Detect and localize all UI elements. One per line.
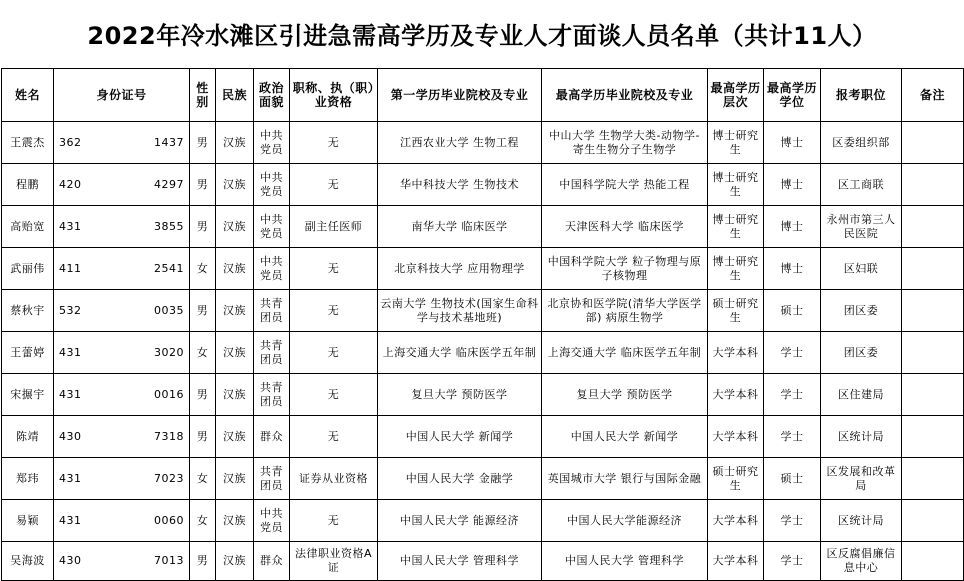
id-suffix: 7013 <box>154 554 184 567</box>
cell-first-edu: 复旦大学 预防医学 <box>378 374 542 416</box>
cell-highest-edu: 中国人民大学能源经济 <box>542 500 708 542</box>
table-row <box>2 206 964 248</box>
cell-first-edu: 中国人民大学 金融学 <box>378 458 542 500</box>
col-header-first-edu: 第一学历毕业院校及专业 <box>378 69 542 122</box>
cell-degree: 学士 <box>764 374 821 416</box>
id-suffix: 0035 <box>154 303 184 317</box>
cell-name: 蔡秋宇 <box>2 290 54 332</box>
cell-first-edu: 北京科技大学 应用物理学 <box>378 248 542 290</box>
cell-highest-edu: 中国科学院大学 粒子物理与原子核物理 <box>542 248 708 290</box>
cell-ethnicity: 汉族 <box>216 290 254 332</box>
cell-title-qual: 无 <box>290 374 378 416</box>
cell-remark <box>902 458 964 500</box>
id-suffix: 3020 <box>154 345 184 359</box>
col-header-gender: 性别 <box>190 69 216 122</box>
col-header-id: 身份证号 <box>54 69 190 122</box>
col-header-ethnicity: 民族 <box>216 69 254 122</box>
cell-position: 区发展和改革局 <box>821 458 902 500</box>
cell-degree: 博士 <box>764 248 821 290</box>
cell-ethnicity: 汉族 <box>216 416 254 458</box>
id-prefix: 411 <box>59 261 82 275</box>
col-header-position: 报考职位 <box>821 69 902 122</box>
id-prefix: 431 <box>59 219 82 233</box>
id-prefix: 431 <box>59 471 82 485</box>
id-prefix: 362 <box>59 135 82 149</box>
id-prefix: 431 <box>59 513 82 527</box>
cell-edu-level: 博士研究生 <box>708 248 764 290</box>
cell-position: 永州市第三人民医院 <box>821 206 902 248</box>
cell-title-qual: 无 <box>290 416 378 458</box>
cell-ethnicity: 汉族 <box>216 164 254 206</box>
cell-gender: 男 <box>190 374 216 416</box>
cell-remark <box>902 416 964 458</box>
cell-title-qual: 无 <box>290 164 378 206</box>
candidate-table <box>1 68 964 581</box>
cell-title-qual: 法律职业资格A证 <box>290 542 378 581</box>
id-suffix: 4297 <box>154 177 184 191</box>
table-row <box>2 374 964 416</box>
cell-political: 中共党员 <box>254 500 290 542</box>
cell-title-qual: 无 <box>290 122 378 164</box>
table-row <box>2 542 964 581</box>
cell-edu-level: 博士研究生 <box>708 164 764 206</box>
cell-political: 中共党员 <box>254 248 290 290</box>
cell-position: 区统计局 <box>821 500 902 542</box>
col-header-remark: 备注 <box>902 69 964 122</box>
cell-degree: 学士 <box>764 416 821 458</box>
cell-remark <box>902 332 964 374</box>
cell-degree: 博士 <box>764 164 821 206</box>
table-header-row <box>2 69 964 122</box>
id-suffix: 0060 <box>154 513 184 527</box>
col-header-political: 政治面貌 <box>254 69 290 122</box>
cell-remark <box>902 374 964 416</box>
cell-first-edu: 江西农业大学 生物工程 <box>378 122 542 164</box>
cell-name: 吴海波 <box>2 542 54 581</box>
cell-first-edu: 南华大学 临床医学 <box>378 206 542 248</box>
cell-remark <box>902 290 964 332</box>
cell-highest-edu: 上海交通大学 临床医学五年制 <box>542 332 708 374</box>
cell-gender: 女 <box>190 248 216 290</box>
cell-degree: 学士 <box>764 500 821 542</box>
cell-first-edu: 云南大学 生物技术(国家生命科学与技术基地班) <box>378 290 542 332</box>
cell-id <box>54 248 190 290</box>
cell-political: 中共党员 <box>254 206 290 248</box>
cell-degree: 学士 <box>764 542 821 581</box>
cell-name: 程鹏 <box>2 164 54 206</box>
cell-title-qual: 无 <box>290 332 378 374</box>
cell-remark <box>902 164 964 206</box>
cell-remark <box>902 542 964 581</box>
id-suffix: 1437 <box>154 135 184 149</box>
cell-political: 群众 <box>254 542 290 581</box>
cell-ethnicity: 汉族 <box>216 374 254 416</box>
table-row <box>2 458 964 500</box>
cell-political: 共青团员 <box>254 332 290 374</box>
cell-id <box>54 374 190 416</box>
cell-name: 陈靖 <box>2 416 54 458</box>
table-row <box>2 416 964 458</box>
id-prefix: 431 <box>59 387 82 401</box>
cell-name: 宋搌宇 <box>2 374 54 416</box>
cell-political: 中共党员 <box>254 164 290 206</box>
cell-first-edu: 华中科技大学 生物技术 <box>378 164 542 206</box>
cell-edu-level: 大学本科 <box>708 374 764 416</box>
cell-edu-level: 硕士研究生 <box>708 290 764 332</box>
cell-name: 易颖 <box>2 500 54 542</box>
cell-gender: 男 <box>190 290 216 332</box>
cell-ethnicity: 汉族 <box>216 542 254 581</box>
cell-edu-level: 博士研究生 <box>708 206 764 248</box>
id-suffix: 7318 <box>154 429 184 443</box>
cell-remark <box>902 500 964 542</box>
cell-id <box>54 500 190 542</box>
col-header-name: 姓名 <box>2 69 54 122</box>
cell-name: 郑玮 <box>2 458 54 500</box>
cell-highest-edu: 中国人民大学 新闻学 <box>542 416 708 458</box>
cell-name: 王蕾婷 <box>2 332 54 374</box>
id-prefix: 430 <box>59 554 82 567</box>
cell-id <box>54 164 190 206</box>
cell-gender: 女 <box>190 500 216 542</box>
cell-degree: 博士 <box>764 122 821 164</box>
cell-remark <box>902 248 964 290</box>
id-prefix: 430 <box>59 429 82 443</box>
cell-id <box>54 332 190 374</box>
cell-edu-level: 大学本科 <box>708 542 764 581</box>
cell-edu-level: 大学本科 <box>708 416 764 458</box>
cell-degree: 学士 <box>764 332 821 374</box>
cell-edu-level: 硕士研究生 <box>708 458 764 500</box>
id-prefix: 532 <box>59 303 82 317</box>
cell-political: 群众 <box>254 416 290 458</box>
cell-name: 王震杰 <box>2 122 54 164</box>
col-header-edu-level: 最高学历层次 <box>708 69 764 122</box>
cell-position: 区反腐倡廉信息中心 <box>821 542 902 581</box>
cell-political: 共青团员 <box>254 290 290 332</box>
cell-remark <box>902 122 964 164</box>
cell-edu-level: 大学本科 <box>708 332 764 374</box>
cell-title-qual: 副主任医师 <box>290 206 378 248</box>
cell-highest-edu: 中山大学 生物学大类-动物学-寄生生物分子生物学 <box>542 122 708 164</box>
table-row <box>2 290 964 332</box>
cell-highest-edu: 北京协和医学院(清华大学医学部) 病原生物学 <box>542 290 708 332</box>
cell-first-edu: 中国人民大学 管理科学 <box>378 542 542 581</box>
cell-position: 区妇联 <box>821 248 902 290</box>
table-row <box>2 248 964 290</box>
cell-id <box>54 458 190 500</box>
cell-title-qual: 证券从业资格 <box>290 458 378 500</box>
table-row <box>2 122 964 164</box>
id-prefix: 420 <box>59 177 82 191</box>
cell-first-edu: 上海交通大学 临床医学五年制 <box>378 332 542 374</box>
cell-political: 中共党员 <box>254 122 290 164</box>
cell-title-qual: 无 <box>290 290 378 332</box>
cell-gender: 女 <box>190 458 216 500</box>
cell-title-qual: 无 <box>290 248 378 290</box>
cell-first-edu: 中国人民大学 能源经济 <box>378 500 542 542</box>
col-header-title-qual: 职称、执（职）业资格 <box>290 69 378 122</box>
cell-first-edu: 中国人民大学 新闻学 <box>378 416 542 458</box>
cell-political: 共青团员 <box>254 458 290 500</box>
cell-name: 武丽伟 <box>2 248 54 290</box>
id-prefix: 431 <box>59 345 82 359</box>
cell-remark <box>902 206 964 248</box>
cell-highest-edu: 英国城市大学 银行与国际金融 <box>542 458 708 500</box>
cell-edu-level: 博士研究生 <box>708 122 764 164</box>
cell-highest-edu: 中国科学院大学 热能工程 <box>542 164 708 206</box>
document-title: 2022年冷水滩区引进急需高学历及专业人才面谈人员名单（共计11人） <box>87 22 877 50</box>
cell-title-qual: 无 <box>290 500 378 542</box>
cell-gender: 男 <box>190 164 216 206</box>
cell-position: 团区委 <box>821 290 902 332</box>
col-header-degree: 最高学历学位 <box>764 69 821 122</box>
cell-edu-level: 大学本科 <box>708 500 764 542</box>
cell-gender: 男 <box>190 206 216 248</box>
cell-id <box>54 206 190 248</box>
cell-political: 共青团员 <box>254 374 290 416</box>
table-row <box>2 164 964 206</box>
cell-id <box>54 290 190 332</box>
col-header-highest-edu: 最高学历毕业院校及专业 <box>542 69 708 122</box>
id-suffix: 7023 <box>154 471 184 485</box>
id-suffix: 3855 <box>154 219 184 233</box>
cell-position: 区统计局 <box>821 416 902 458</box>
cell-name: 高贻宽 <box>2 206 54 248</box>
id-suffix: 0016 <box>154 387 184 401</box>
cell-ethnicity: 汉族 <box>216 458 254 500</box>
cell-gender: 男 <box>190 416 216 458</box>
cell-highest-edu: 中国人民大学 管理科学 <box>542 542 708 581</box>
cell-id <box>54 542 190 581</box>
cell-gender: 男 <box>190 542 216 581</box>
cell-degree: 博士 <box>764 206 821 248</box>
cell-ethnicity: 汉族 <box>216 206 254 248</box>
cell-ethnicity: 汉族 <box>216 500 254 542</box>
table-row <box>2 332 964 374</box>
table-row <box>2 500 964 542</box>
cell-ethnicity: 汉族 <box>216 332 254 374</box>
cell-id <box>54 122 190 164</box>
cell-position: 团区委 <box>821 332 902 374</box>
cell-position: 区工商联 <box>821 164 902 206</box>
cell-degree: 硕士 <box>764 458 821 500</box>
cell-degree: 硕士 <box>764 290 821 332</box>
cell-gender: 女 <box>190 332 216 374</box>
cell-position: 区委组织部 <box>821 122 902 164</box>
cell-highest-edu: 复旦大学 预防医学 <box>542 374 708 416</box>
cell-ethnicity: 汉族 <box>216 122 254 164</box>
cell-id <box>54 416 190 458</box>
cell-position: 区住建局 <box>821 374 902 416</box>
cell-ethnicity: 汉族 <box>216 248 254 290</box>
id-suffix: 2541 <box>154 261 184 275</box>
cell-highest-edu: 天津医科大学 临床医学 <box>542 206 708 248</box>
cell-gender: 男 <box>190 122 216 164</box>
